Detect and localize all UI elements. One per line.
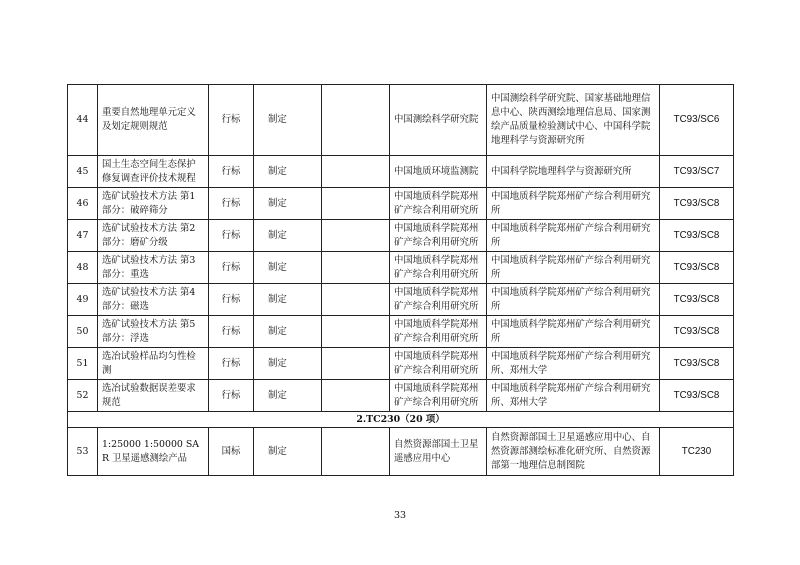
blank-cell xyxy=(322,316,390,348)
standard-type: 行标 xyxy=(209,348,254,380)
blank-cell xyxy=(322,252,390,284)
project-kind: 制定 xyxy=(254,348,322,380)
lead-unit: 中国地质科学院郑州矿产综合利用研究所 xyxy=(390,220,487,252)
row-number: 48 xyxy=(68,252,98,284)
table-row xyxy=(68,156,734,188)
project-kind: 制定 xyxy=(254,85,322,156)
standard-name: 选矿试验技术方法 第3部分：重选 xyxy=(98,252,209,284)
participating-units: 中国地质科学院郑州矿产综合利用研究所、郑州大学 xyxy=(487,348,660,380)
table-row xyxy=(68,188,734,220)
blank-cell xyxy=(322,220,390,252)
committee-code: TC93/SC8 xyxy=(660,316,734,348)
project-kind: 制定 xyxy=(254,252,322,284)
lead-unit: 自然资源部国土卫星遥感应用中心 xyxy=(390,428,487,476)
lead-unit: 中国地质环境监测院 xyxy=(390,156,487,188)
standard-type: 行标 xyxy=(209,252,254,284)
project-kind: 制定 xyxy=(254,188,322,220)
section-row xyxy=(68,412,734,428)
table-row xyxy=(68,316,734,348)
standard-name: 选矿试验技术方法 第5部分：浮选 xyxy=(98,316,209,348)
blank-cell xyxy=(322,156,390,188)
row-number: 44 xyxy=(68,85,98,156)
blank-cell xyxy=(322,85,390,156)
standard-name: 选矿试验技术方法 第1部分：破碎筛分 xyxy=(98,188,209,220)
committee-code: TC230 xyxy=(660,428,734,476)
standard-name: 选冶试验数据误差要求规范 xyxy=(98,380,209,412)
committee-code: TC93/SC7 xyxy=(660,156,734,188)
committee-code: TC93/SC8 xyxy=(660,252,734,284)
table-row xyxy=(68,284,734,316)
blank-cell xyxy=(322,188,390,220)
blank-cell xyxy=(322,428,390,476)
participating-units: 自然资源部国土卫星遥感应用中心、自然资源部测绘标准化研究所、自然资源部第一地理信息制图院 xyxy=(487,428,660,476)
participating-units: 中国地质科学院郑州矿产综合利用研究所 xyxy=(487,316,660,348)
participating-units: 中国地质科学院郑州矿产综合利用研究所 xyxy=(487,284,660,316)
committee-code: TC93/SC8 xyxy=(660,220,734,252)
standard-name: 选冶试验样品均匀性检测 xyxy=(98,348,209,380)
standard-type: 行标 xyxy=(209,188,254,220)
participating-units: 中国科学院地理科学与资源研究所 xyxy=(487,156,660,188)
committee-code: TC93/SC8 xyxy=(660,284,734,316)
project-kind: 制定 xyxy=(254,428,322,476)
table-body xyxy=(68,85,734,476)
row-number: 52 xyxy=(68,380,98,412)
standard-type: 国标 xyxy=(209,428,254,476)
standard-type: 行标 xyxy=(209,380,254,412)
standard-name: 选矿试验技术方法 第2部分：磨矿分级 xyxy=(98,220,209,252)
project-kind: 制定 xyxy=(254,380,322,412)
blank-cell xyxy=(322,348,390,380)
participating-units: 中国地质科学院郑州矿产综合利用研究所 xyxy=(487,188,660,220)
project-kind: 制定 xyxy=(254,284,322,316)
project-kind: 制定 xyxy=(254,316,322,348)
standard-name: 选矿试验技术方法 第4部分：磁选 xyxy=(98,284,209,316)
committee-code: TC93/SC8 xyxy=(660,348,734,380)
row-number: 45 xyxy=(68,156,98,188)
standard-type: 行标 xyxy=(209,284,254,316)
lead-unit: 中国地质科学院郑州矿产综合利用研究所 xyxy=(390,284,487,316)
lead-unit: 中国地质科学院郑州矿产综合利用研究所 xyxy=(390,348,487,380)
lead-unit: 中国测绘科学研究院 xyxy=(390,85,487,156)
table-row xyxy=(68,252,734,284)
section-title: 2.TC230（20 项） xyxy=(68,412,734,428)
row-number: 51 xyxy=(68,348,98,380)
lead-unit: 中国地质科学院郑州矿产综合利用研究所 xyxy=(390,188,487,220)
lead-unit: 中国地质科学院郑州矿产综合利用研究所 xyxy=(390,252,487,284)
table-row xyxy=(68,380,734,412)
participating-units: 中国地质科学院郑州矿产综合利用研究所 xyxy=(487,252,660,284)
committee-code: TC93/SC6 xyxy=(660,85,734,156)
standard-type: 行标 xyxy=(209,316,254,348)
table-row xyxy=(68,348,734,380)
table-row xyxy=(68,85,734,156)
lead-unit: 中国地质科学院郑州矿产综合利用研究所 xyxy=(390,380,487,412)
participating-units: 中国测绘科学研究院、国家基础地理信息中心、陕西测绘地理信息局、国家测绘产品质量检验测试中心、中国科学院地理科学与资源研究所 xyxy=(487,85,660,156)
table-row xyxy=(68,428,734,476)
row-number: 49 xyxy=(68,284,98,316)
project-kind: 制定 xyxy=(254,220,322,252)
table-row xyxy=(68,220,734,252)
standard-type: 行标 xyxy=(209,220,254,252)
standard-name: 1:25000 1:50000 SAR 卫星遥感测绘产品 xyxy=(98,428,209,476)
standards-table xyxy=(67,84,734,476)
page-number: 33 xyxy=(393,510,407,521)
row-number: 53 xyxy=(68,428,98,476)
participating-units: 中国地质科学院郑州矿产综合利用研究所 xyxy=(487,220,660,252)
standard-name: 重要自然地理单元定义及划定规则规范 xyxy=(98,85,209,156)
committee-code: TC93/SC8 xyxy=(660,380,734,412)
standard-name: 国土生态空间生态保护修复调查评价技术规程 xyxy=(98,156,209,188)
blank-cell xyxy=(322,380,390,412)
row-number: 46 xyxy=(68,188,98,220)
row-number: 47 xyxy=(68,220,98,252)
standard-type: 行标 xyxy=(209,156,254,188)
row-number: 50 xyxy=(68,316,98,348)
blank-cell xyxy=(322,284,390,316)
participating-units: 中国地质科学院郑州矿产综合利用研究所、郑州大学 xyxy=(487,380,660,412)
lead-unit: 中国地质科学院郑州矿产综合利用研究所 xyxy=(390,316,487,348)
project-kind: 制定 xyxy=(254,156,322,188)
standard-type: 行标 xyxy=(209,85,254,156)
committee-code: TC93/SC8 xyxy=(660,188,734,220)
